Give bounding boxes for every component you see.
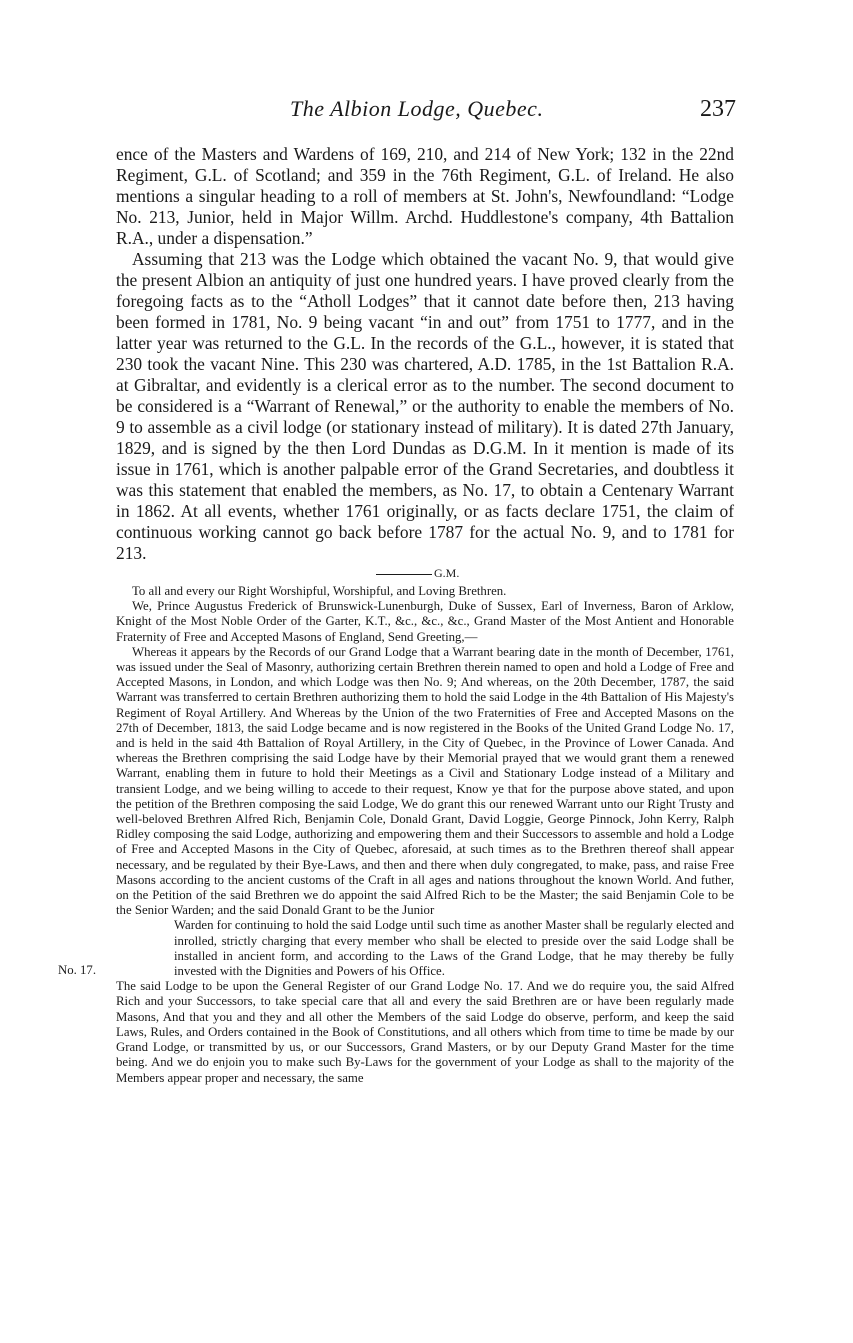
running-title: The Albion Lodge, Quebec. bbox=[290, 96, 544, 121]
margin-note: No. 17. bbox=[58, 963, 97, 978]
signature bbox=[376, 566, 459, 581]
paragraph: ence of the Masters and Wardens of 169, 210, and 214 of New York; 132 in the 22nd Regiment, G.L. of Scotland; and 359 in the 76th Regiment, G.L. of Ireland. He also mentions a singular heading to a roll of members at St. John's, Newfoundland: “Lodge No. 213, Junior, held in Major Willm. Archd. Huddlestone's company, 4th Battalion R.A., under a dispensation.” bbox=[116, 144, 734, 248]
warrant-preamble: We, Prince Augustus Frederick of Brunswick-Lunenburgh, Duke of Sussex, Earl of Inverness, Baron of Arklow, Knight of the Most Noble Order of the Garter, K.T., &c., &c., &c., Grand Master of the Most Antient and Honorable Fraternity of Free and Accepted Masons of England, Send Greeting,— bbox=[116, 599, 734, 644]
signature-rule bbox=[376, 574, 432, 575]
paragraph: Assuming that 213 was the Lodge which obtained the vacant No. 9, that would give the present Albion an antiquity of just one hundred years. I have proved clearly from the foregoing facts as to the “Atholl Lodges” that it cannot date before then, 213 having been formed in 1781, No. 9 being vacant “in and out” from 1751 to 1777, and in the latter year was returned to the G.L. In the records of the G.L., however, it is stated that 230 took the vacant Nine. This 230 was chartered, A.D. 1785, in the 1st Battalion R.A. at Gibraltar, and evidently is a clerical error as to the number. The second document to be considered is a “Warrant of Renewal,” or the authority to enable the members of No. 9 to assemble as a civil lodge (or stationary instead of military). It is dated 27th January, 1829, and is signed by the then Lord Dundas as D.G.M. In it mention is made of its issue in 1761, which is another palpable error of the Grand Secretaries, and doubtless it was this statement that enabled the members, as No. 17, to obtain a Centenary Warrant in 1862. At all events, whether 1761 originally, or as facts declare 1751, the claim of continuous working cannot go back before 1787 for the actual No. 9, and to 1781 for 213. bbox=[116, 249, 734, 563]
signature-text: G.M. bbox=[434, 566, 460, 580]
warrant-closing: The said Lodge to be upon the General Register of our Grand Lodge No. 17. And we do require you, the said Alfred Rich and your Successors, to take special care that all and every the said Brethren are or have been regularly made Masons, And that you and they and all other the Members of the said Lodge do observe, perform, and keep the said Laws, Rules, and Orders contained in the Book of Constitutions, and all others which from time to time be made by our Grand Lodge, or transmitted by us, or our Successors, Grand Masters, or by our Deputy Grand Master for the time being. And we do enjoin you to make such By-Laws for the government of your Lodge as shall to the majority of the Members appear proper and necessary, the same bbox=[116, 979, 734, 1085]
main-text bbox=[116, 144, 734, 564]
warrant-salutation: To all and every our Right Worshipful, Worshipful, and Loving Brethren. bbox=[132, 584, 507, 598]
warrant-body: Whereas it appears by the Records of our Grand Lodge that a Warrant bearing date in the month of December, 1761, was issued under the Seal of Masonry, authorizing certain Brethren therein named to open and hold a Lodge of Free and Accepted Masons, in London, and which Lodge was then No. 9; And whereas, on the 20th December, 1787, the said Warrant was transferred to certain Brethren authorizing them to hold the said Lodge in the 4th Battalion of His Majesty's Regiment of Royal Artillery. And Whereas by the Union of the two Fraternities of Free and Accepted Masons on the 27th of December, 1813, the said Lodge became and is now registered in the Books of the United Grand Lodge No. 17, and is held in the said 4th Battalion of Royal Artillery, in the City of Quebec, in the Province of Lower Canada. And whereas the Brethren comprising the said Lodge have by their Memorial prayed that we would grant them a renewed Warrant, enabling them in future to hold their Meetings as a Civil and Stationary Lodge instead of a Military and transient Lodge, and we being willing to accede to their request, Know ye that for the purpose above stated, and upon the petition of the Brethren composing the said Lodge, We do grant this our renewed Warrant unto our Right Trusty and well-beloved Brethren Alfred Rich, Benjamin Cole, Donald Grant, David Loggie, George Pinnock, John Kerry, Ralph Ridley composing the said Lodge, authorizing and empowering them and their Successors to assemble and hold a Lodge of Free and Accepted Masons in the City of Quebec, aforesaid, at such times as to the Brethren thereof shall appear necessary, and be regulated by their Bye-Laws, and then and there when duly congregated, to make, pass, and raise Free Masons according to the ancient customs of the Craft in all ages and nations throughout the known World. And futher, on the Petition of the said Brethren we do appoint the said Alfred Rich to be the Master; the said Benjamin Cole to be the Senior Warden; and the said Donald Grant to be the Junior bbox=[116, 644, 734, 918]
warrant-indented: Warden for continuing to hold the said Lodge until such time as another Master shall be regularly elected and inrolled, strictly charging that every member who shall be elected to preside over the said Lodge shall be installed in ancient form, and according to the Laws of the Grand Lodge, that he may thereby be fully invested with the Dignities and Powers of his Office. bbox=[174, 918, 734, 979]
warrant-indented-block bbox=[58, 918, 734, 979]
page-header bbox=[0, 96, 853, 126]
warrant-text bbox=[58, 584, 734, 1086]
page-number: 237 bbox=[700, 96, 736, 122]
